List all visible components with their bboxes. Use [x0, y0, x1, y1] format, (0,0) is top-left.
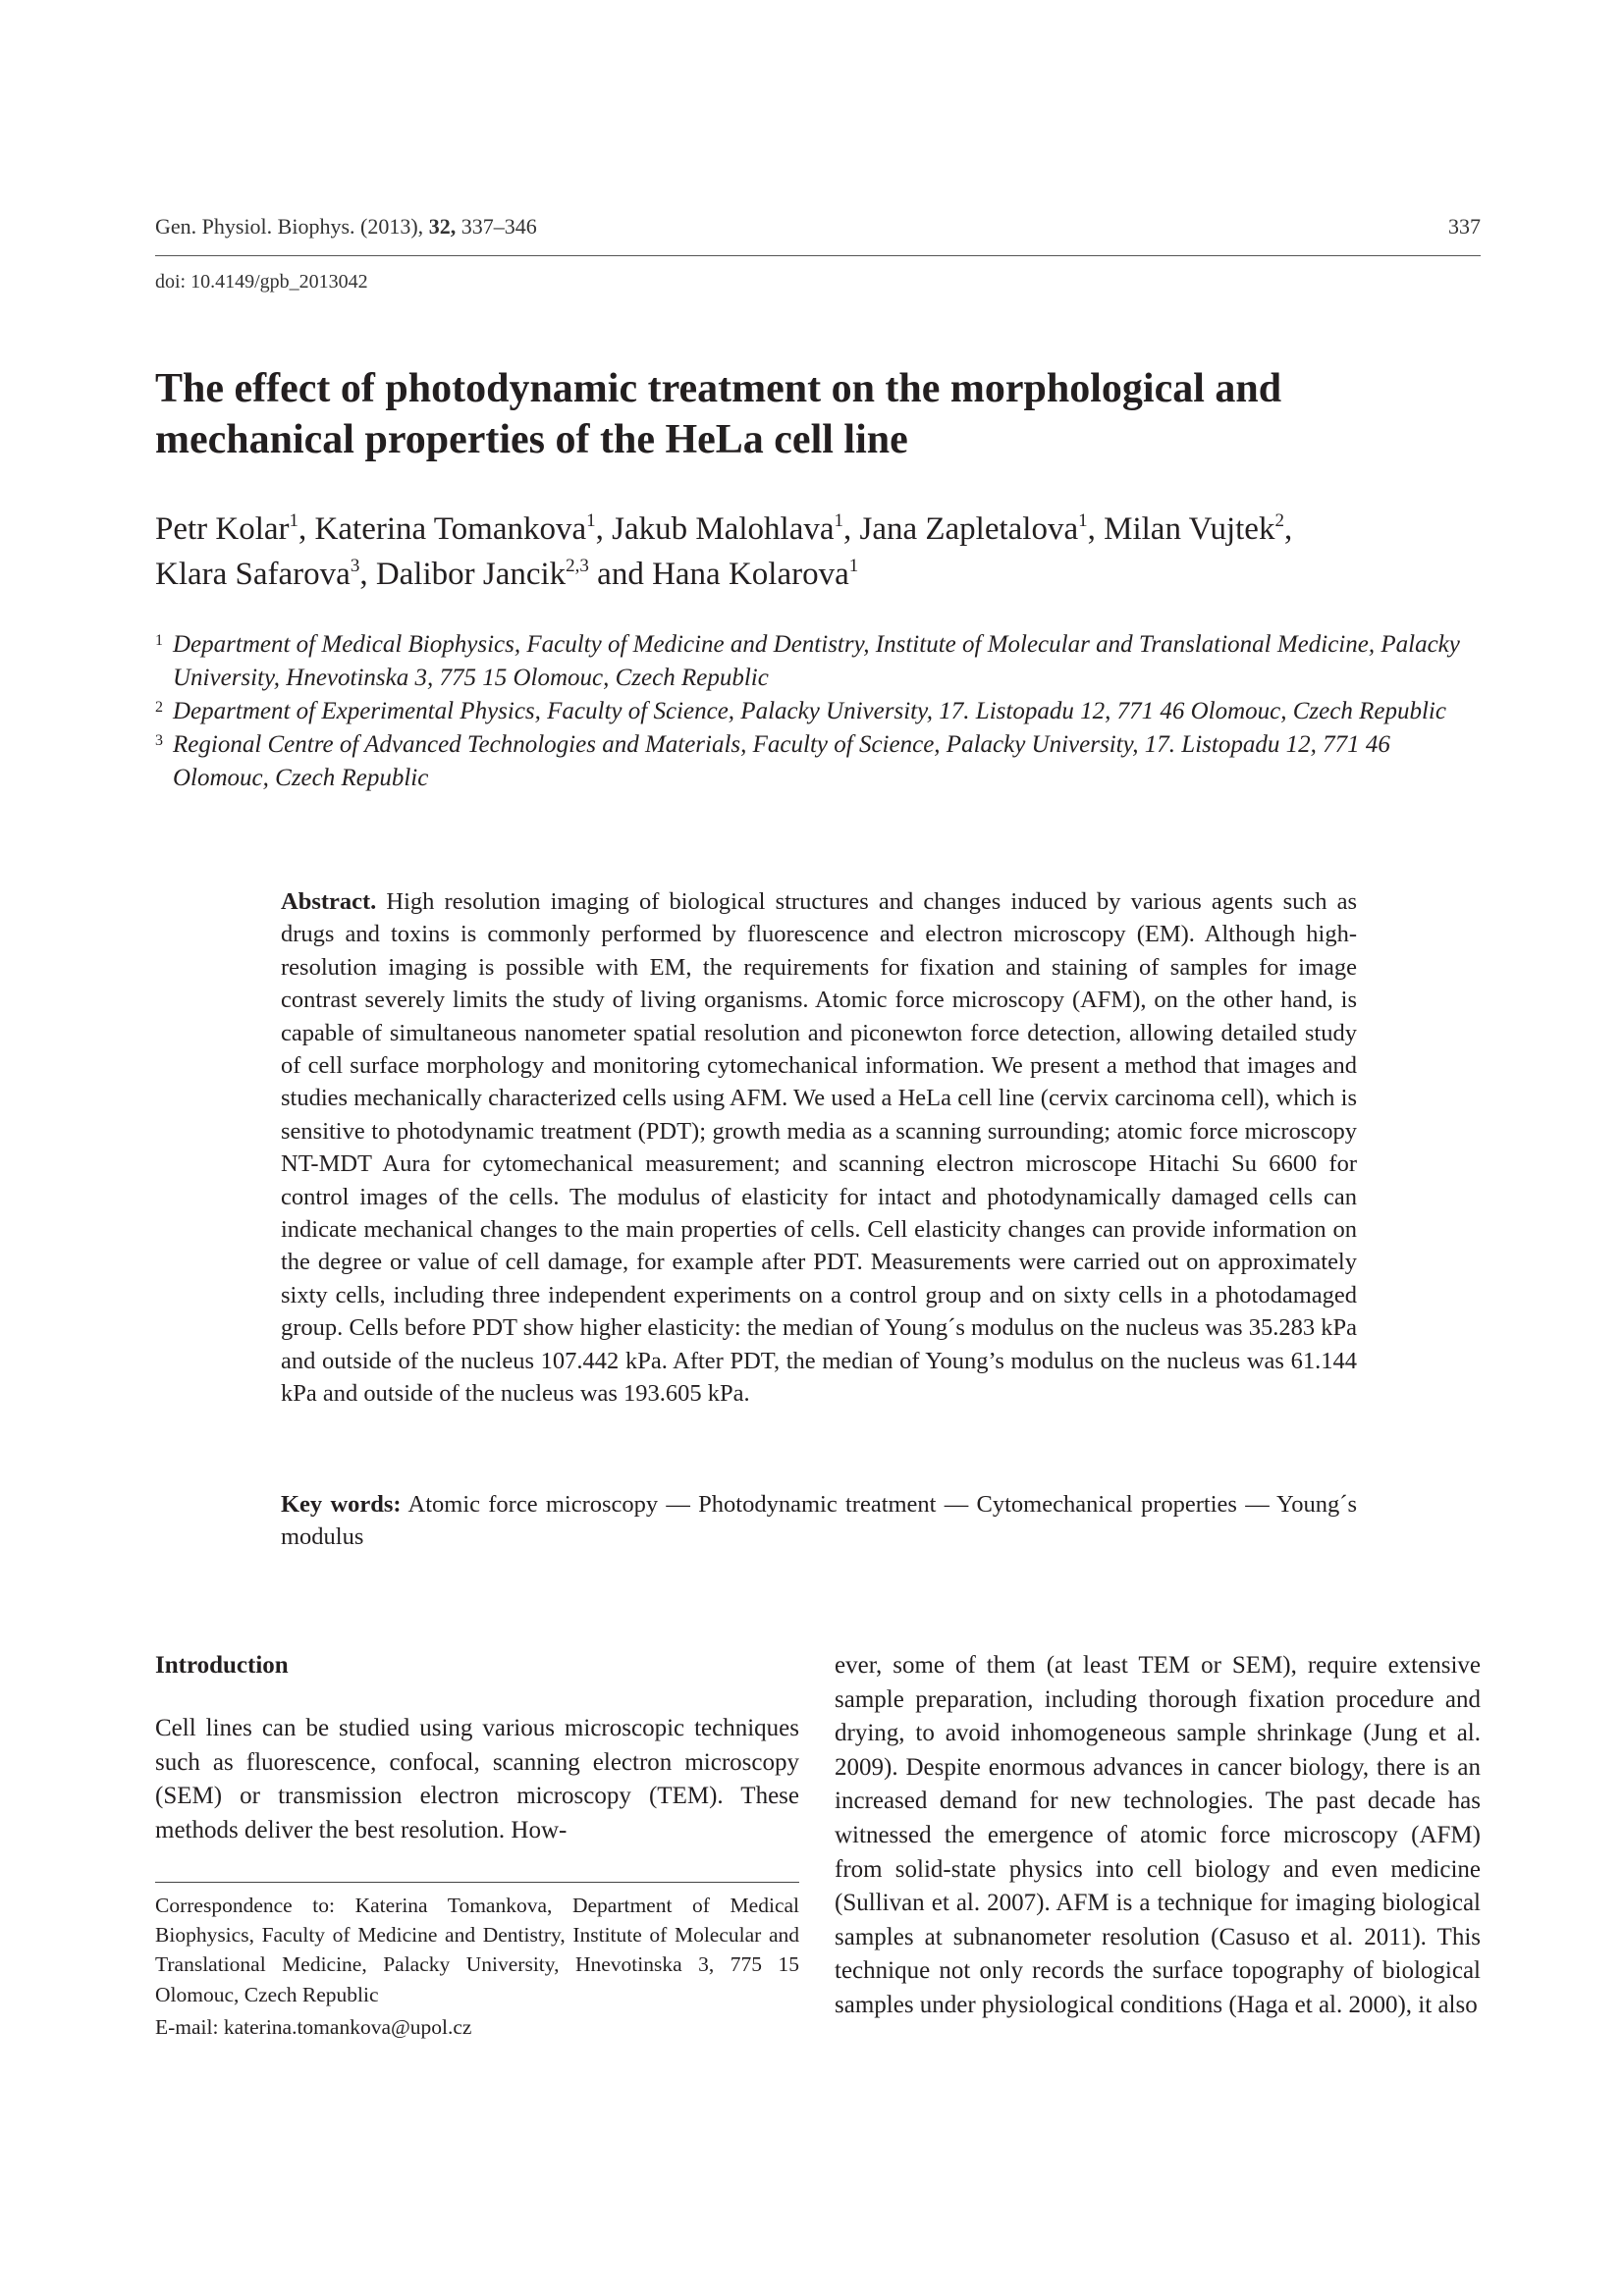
body-paragraph: Cell lines can be studied using various microscopic techniques such as fluorescence, confocal, scanning electron microscopy (SEM) or transmission electron microscopy (TEM). These methods deliver the best resolution. How- [155, 1715, 799, 1843]
author-list [155, 507, 1490, 597]
affiliation-number: 1 [155, 632, 163, 649]
author: Hana Kolarova$^1$ [652, 556, 859, 592]
journal-citation [155, 214, 537, 240]
affiliation [155, 728, 1490, 795]
article-title: The effect of photodynamic treatment on the morphological and mechanical properties of the HeLa cell line [155, 366, 1282, 462]
running-head [155, 214, 1481, 240]
author: Jakub Malohlava$^1$, [612, 510, 860, 547]
keywords-label: Key words: [281, 1491, 402, 1518]
affiliation-text: Regional Centre of Advanced Technologies and Materials, Faculty of Science, Palacky University, 17. Listopadu 12, 771 46 Olomouc, Czech Republic [173, 731, 1390, 791]
journal-pages: 337–346 [456, 214, 537, 239]
author: Katerina Tomankova$^1$, [314, 510, 613, 547]
author: Klara Safarova$^3$, [155, 556, 376, 592]
abstract-text: High resolution imaging of biological structures and changes induced by various agents such as drugs and toxins is commonly performed by fluorescence and electron microscopy (EM). Although high-resolution imaging is possible with EM, the requirements for fixation and staining of samples for image contrast severely limits the study of living organisms. Atomic force microscopy (AFM), on the other hand, is capable of simultaneous nanometer spatial resolution and piconewton force detection, allowing detailed study of cell surface morphology and monitoring cytomechanical information. We present a method that images and studies mechanically characterized cells using AFM. We used a HeLa cell line (cervix carcinoma cell), which is sensitive to photodynamic treatment (PDT); growth media as a scanning surrounding; atomic force microscopy NT-MDT Aura for cytomechanical measurement; and scanning electron microscope Hitachi Su 6600 for control images of the cells. The modulus of elasticity for intact and photodynamically damaged cells can indicate mechanical changes to the main properties of cells. Cell elasticity changes can provide information on the degree or value of cell damage, for example after PDT. Measurements were carried out on approximately sixty cells, including three independent experiments on a control group and on sixty cells in a photodamaged group. Cells before PDT show higher elasticity: the median of Young´s modulus on the nucleus was 35.283 kPa and outside of the nucleus 107.442 kPa. After PDT, the median of Young’s modulus on the nucleus was 61.144 kPa and outside of the nucleus was 193.605 kPa. [281, 888, 1357, 1408]
affiliations [155, 628, 1490, 795]
keywords-text: Atomic force microscopy — Photodynamic treatment — Cytomechanical properties — Young´s modulus [281, 1491, 1357, 1551]
body-paragraph: ever, some of them (at least TEM or SEM), require extensive sample preparation, including thorough fixation procedure and drying, to avoid inhomogeneous sample shrinkage (Jung et al. 2009). Despite enormous advances in cancer biology, there is an increased demand for new technologies. The past decade has witnessed the emergence of atomic force microscopy (AFM) from solid-state physics into cell biology and even medicine (Sullivan et al. 2007). AFM is a technique for imaging biological samples at subnanometer resolution (Casuso et al. 2011). This technique not only records the surface topography of biological samples under physiological conditions (Haga et al. 2000), it also [835, 1652, 1481, 2018]
footnote-rule [155, 1882, 799, 1883]
header-rule [155, 255, 1481, 256]
affiliation [155, 628, 1490, 695]
author: Milan Vujtek$^2$, [1104, 510, 1293, 547]
affiliation-text: Department of Medical Biophysics, Faculty of Medicine and Dentistry, Institute of Molecular and Translational Medicine, Palacky University, Hnevotinska 3, 775 15 Olomouc, Czech Republic [173, 631, 1460, 691]
doi: doi: 10.4149/gpb_2013042 [155, 271, 368, 293]
page-number: 337 [1448, 214, 1481, 239]
abstract-label: Abstract. [281, 888, 377, 915]
correspondence-note: Correspondence to: Katerina Tomankova, Department of Medical Biophysics, Faculty of Medicine and Dentistry, Institute of Molecular and Translational Medicine, Palacky University, Hnevotinska 3, 775 15 Olomouc, Czech Republic [155, 1894, 799, 2006]
abstract [281, 885, 1357, 1411]
journal-name: Gen. Physiol. Biophys. (2013), [155, 214, 429, 239]
right-column [835, 1649, 1481, 2023]
correspondence-email: E-mail: katerina.tomankova@upol.cz [155, 2015, 472, 2039]
journal-volume: 32, [428, 214, 457, 239]
affiliation-number: 2 [155, 699, 163, 716]
keywords [281, 1488, 1357, 1554]
affiliation [155, 695, 1490, 728]
left-column [155, 1649, 799, 1847]
section-heading: Introduction [155, 1652, 289, 1679]
affiliation-number: 3 [155, 732, 163, 749]
author: Dalibor Jancik$^{2,3}$ and [375, 556, 653, 592]
author: Petr Kolar$^1$, [155, 510, 315, 547]
author: Jana Zapletalova$^1$, [859, 510, 1105, 547]
affiliation-text: Department of Experimental Physics, Faculty of Science, Palacky University, 17. Listopadu 12, 771 46 Olomouc, Czech Republic [173, 698, 1446, 724]
